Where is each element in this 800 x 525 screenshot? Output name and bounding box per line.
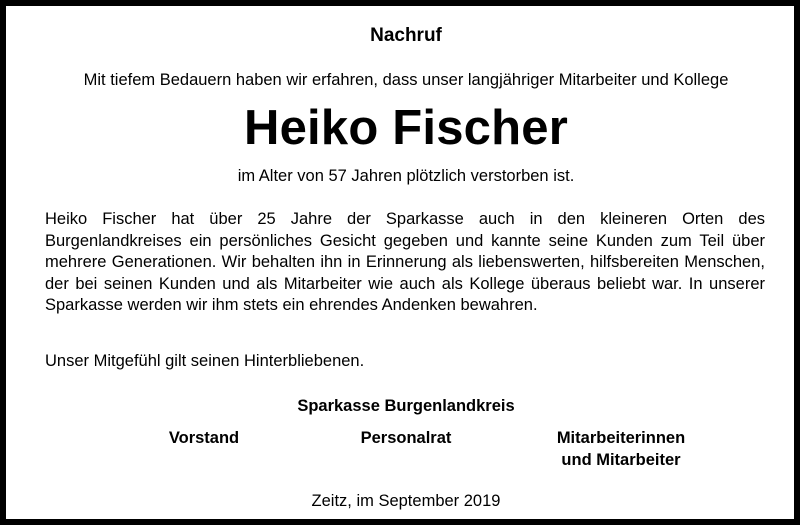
signatory-staff-council-label: Personalrat (360, 429, 452, 447)
tribute-paragraph: Heiko Fischer hat über 25 Jahre der Sparkasse auch in den kleineren Orten des Burgenlandkreises ein persönliches Gesicht gegeben und kannte seine Kunden zum Teil über mehrere Generationen. Wir behalten ihn in Erinnerung als liebenswerten, hilfsbereiten Menschen, der bei seinen Kunden und als Mitarbeiter wie auch als Kollege überaus beliebt war. In unserer Sparkasse werden wir ihm stets ein ehrendes Andenken bewahren. (45, 210, 765, 314)
signatory-employees-line2: und Mitarbeiter (561, 450, 681, 469)
signatory-staff-council (326, 428, 486, 450)
age-line: im Alter von 57 Jahren plötzlich verstorben ist. (237, 167, 575, 185)
organization-name: Sparkasse Burgenlandkreis (297, 397, 515, 415)
signatory-board (124, 428, 284, 450)
signatory-employees-line1: Mitarbeiterinnen (556, 429, 686, 447)
notice-title: Nachruf (370, 25, 442, 46)
condolence-text: Unser Mitgefühl gilt seinen Hinterbliebenen. (45, 352, 365, 370)
intro-text: Mit tiefem Bedauern haben wir erfahren, dass unser langjähriger Mitarbeiter und Kollege (83, 71, 729, 89)
deceased-name: Heiko Fischer (244, 101, 568, 155)
signatory-board-label: Vorstand (168, 429, 240, 447)
signatory-employees (526, 428, 716, 471)
place-date: Zeitz, im September 2019 (311, 492, 501, 510)
